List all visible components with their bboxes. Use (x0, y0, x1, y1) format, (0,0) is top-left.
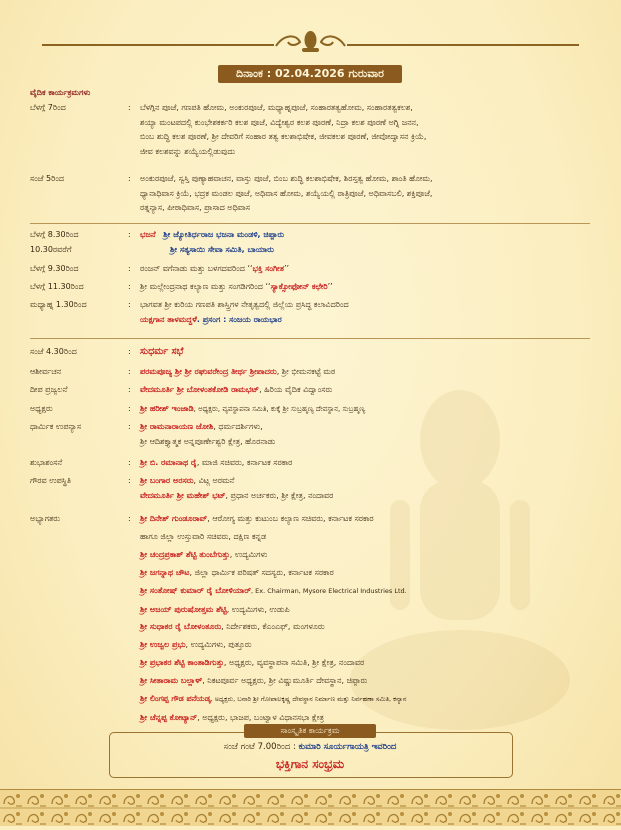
date-day: ಗುರುವಾರ (348, 67, 384, 80)
cultural-program-time: ಸಂಜೆ ಗಂಟೆ 7.00ರಿಂದ : ಕುಮಾರಿ ಸೂರ್ಯಗಾಯತ್ರಿ ಇವರಿಂದ (223, 742, 397, 752)
vedic-morning-desc: ಬೆಳಗ್ಗಿನ ಪೂಜೆ, ಗಣಪತಿ ಹೋಮ, ಅಂಕುರಪೂಜೆ, ಮಧ್ಯಾಹ್ನಪೂಜೆ, ಸಂಹಾರತತ್ವಹೋಮ, ಸಂಹಾರತತ್ವಕಲಶ, ಶಯ್ಯಾ ಮಂಟಪದಲ್ಲಿ ಕುಂಭೇಶಕರ್ಕರಿ ಕಲಶ ಪೂಜೆ, ವಿದ್ಯೇಶ್ವರ ಕಲಶ ಪೂರಣೆ, ನಿದ್ರಾ ಕಲಶ ಪೂರಣೆ ಅಗ್ನಿ ಜನನ, ಬಿಂಬ ಶುದ್ಧಿ ಕಲಶ ಪೂರಣೆ, ಶ್ರೀ ದೇವರಿಗೆ ಸಂಹಾರ ತತ್ವ ಕಲಶಾಭಿಷೇಕ, ಜೀವಕಲಶ ಪೂರಣೆ, ಜೀವೋದ್ವಾಸನ ಕ್ರಿಯೆ, ಜೀವ ಕಲಶವನ್ನು ಶಯ್ಯೆಯಲ್ಲಿಡುವುದು (140, 103, 427, 156)
guest-item: ಶ್ರೀ ಚೆನ್ನಪ್ಪ ಕೋಟ್ಯಾನ್, ಅಧ್ಯಕ್ಷರು, ಭಾಜಪ, ಬಂಟ್ವಾಳ ವಿಧಾನಸಭಾ ಕ್ಷೇತ್ರ (140, 712, 324, 722)
cultural-program-tab: ಸಾಂಸ್ಕೃತಿಕ ಕಾರ್ಯಕ್ರಮ (244, 724, 376, 738)
header-rule-right (347, 44, 579, 46)
guests-label: ಅಭ್ಯಾಗತರು (30, 514, 61, 523)
vedic-evening-time: ಸಂಜೆ 5ರಿಂದ (30, 174, 65, 183)
bhajan-label: ಭಜನೆ (140, 230, 156, 239)
guest-item: ಶ್ರೀ ದಿನೇಶ್ ಗುಂಡೂರಾವ್, ಆರೋಗ್ಯ ಮತ್ತು ಕುಟುಂಬ ಕಲ್ಯಾಣ ಸಚಿವರು, ಕರ್ನಾಟಕ ಸರಕಾರ (140, 514, 374, 523)
paisley-border-icon (0, 790, 621, 826)
guest-item: ಶ್ರೀ ಚಂದ್ರಪ್ರಕಾಶ್ ಶೆಟ್ಟಿ ತುಂಬೆಗುತ್ತು, ಉದ್ಯಮಿಗಳು (140, 549, 268, 559)
invitation-page: ದಿನಾಂಕ : 02.04.2026 ಗುರುವಾರ ವೈದಿಕ ಕಾರ್ಯಕ್ರಮಗಳು ಬೆಳಗ್ಗೆ 7ರಿಂದ : ಬೆಳಗ್ಗಿನ ಪೂಜೆ, ಗಣಪತಿ ಹೋಮ, ಅಂಕುರಪೂಜೆ, ಮಧ್ಯಾಹ್ನಪೂಜೆ, ಸಂಹಾರತತ್ವಹೋಮ, ಸಂಹಾರತತ್ವಕಲಶ, ಶಯ್ಯಾ ಮಂಟಪದಲ್ಲಿ ಕುಂಭೇಶಕರ್ಕರಿ ಕಲಶ ಪೂಜೆ, ವಿದ್ಯೇಶ್ವರ ಕಲಶ ಪೂರಣೆ, ನಿದ್ರಾ ಕಲಶ ಪೂರಣೆ ಅಗ್ನಿ ಜನನ, ಬಿಂಬ ಶುದ್ಧಿ ಕಲಶ ಪೂರಣೆ, ಶ್ರೀ ದೇವರಿಗೆ ಸಂಹಾರ ತತ್ವ ಕಲಶಾಭಿಷೇಕ, ಜೀವಕಲಶ ಪೂರಣೆ, ಜೀವೋದ್ವಾಸನ ಕ್ರಿಯೆ, ಜೀವ ಕಲಶವನ್ನು ಶಯ್ಯೆಯಲ್ಲಿಡುವುದು ಸಂಜೆ 5ರಿಂದ : ಅಂಕುರಪೂಜೆ, ಸ್ವಸ್ತಿ ಪುಣ್ಯಾಹವಾಚನ, ವಾಸ್ತು ಪೂಜೆ, ಬಿಂಬ ಶುದ್ಧಿ ಕಲಶಾಭಿಷೇಕ, ಶಿರಸ್ತತ್ವ ಹೋಮ, ಶಾಂತಿ ಹೋಮ, ಧ್ಯಾನಾಧಿವಾಸ ಕ್ರಿಯೆ, ಭದ್ರಕ ಮಂಡಲ ಪೂಜೆ, ಅಧಿವಾಸ ಹೋಮ, ಶಯ್ಯೆಯಲ್ಲಿ ರಾತ್ರಿಪೂಜೆ, ಅಧಿವಾಸಬಲಿ, ಶಕ್ತಿಪೂಜೆ, ರತ್ನನ್ಯಾಸ, ಪೀಠಾಧಿವಾಸ, ಪ್ರಾಸಾದ ಅಧಿವಾಸ ಬೆಳಗ್ಗೆ 8.30ರಿಂದ : ಭಜನೆ ಶ್ರೀ ಜ್ಯೋತಿರ್ಧರಾಜ ಭಜನಾ ಮಂಡಳಿ, ಚಿಪ್ಪಾರು 10.30ರವರೆಗೆ ಶ್ರೀ ಸತ್ಯಸಾಯಿ ಸೇವಾ ಸಮಿತಿ, ಬಾಯಾರು ಬೆಳಗ್ಗೆ 9.30ರಿಂದ : ರಂಜನ್ ವಗೆನಾಡು ಮತ್ತು ಬಳಗದವರಿಂದ ‘‘ಭಕ್ತಿ ಸಂಗೀತ’’ ಬೆಳಗ್ಗೆ 11.30ರಿಂದ : ಶ್ರೀ ಮಲ್ಲೇಂದ್ರನಾಥ ಕಲ್ಯಾಣ ಮತ್ತು ಸಂಗಡಿಗರಿಂದ ‘‘ಸ್ಯಾಕ್ಸೋಫೋನ್ ಕಛೇರಿ’’ ಮಧ್ಯಾಹ್ನ 1.30ರಿಂದ : ಭಾಗವತ ಶ್ರೀ ಕುರಿಯ ಗಣಪತಿ ಶಾಸ್ತ್ರಿಗಳ ನೇತೃತ್ವದಲ್ಲಿ ಜಿಲ್ಲೆಯ ಪ್ರಸಿದ್ಧ ಕಲಾವಿದರಿಂದ ಯಕ್ಷಗಾನ ತಾಳಮದ್ದಳೆ. ಪ್ರಸಂಗ : ಸಂಜಯ ರಾಯಭಾರ ಸಂಜೆ 4.30ರಿಂದ : ಸುಧರ್ಮ ಸಭೆ ಆಶೀರ್ವಚನ : ಪರಮಪೂಜ್ಯ ಶ್ರೀ ಶ್ರೀ ರಘುವರೇಂದ್ರ ತೀರ್ಥ ಶ್ರೀಪಾದರು, ಶ್ರೀ ಭೀಮನಕಟ್ಟೆ ಮಠ ದೀಪ ಪ್ರಜ್ವಲನೆ : ವೇದಮೂರ್ತಿ ಶ್ರೀ ಬೋಳಂತಕೋಡಿ ರಾಮಭಟ್, ಹಿರಿಯ ವೈದಿಕ ವಿದ್ವಾಂಸರು ಅಧ್ಯಕ್ಷರು : ಶ್ರೀ ಹರೀಶ್ ಇಂಜಾಡಿ, ಅಧ್ಯಕ್ಷರು, ವ್ಯವಸ್ಥಾಪನಾ ಸಮಿತಿ, ಕುಕ್ಕೆ ಶ್ರೀ ಸುಬ್ರಹ್ಮಣ್ಯ ದೇವಸ್ಥಾನ, ಸುಬ್ರಹ್ಮಣ್ಯ ಧಾರ್ಮಿಕ ಉಪನ್ಯಾಸ : ಶ್ರೀ ರಾಮನಾರಾಯಣ ಜೋಶಿ, ಧರ್ಮದರ್ಶಿಗಳು, ಶ್ರೀ ಆದಿಶಕ್ತ್ಯಾತ್ಮಕ ಅನ್ನಪೂರ್ಣೇಶ್ವರಿ ಕ್ಷೇತ್ರ, ಹೊರನಾಡು ಶುಭಾಶಂಸನೆ : ಶ್ರೀ ಬಿ. ರಮಾನಾಥ ರೈ, ಮಾಜಿ ಸಚಿವರು, ಕರ್ನಾಟಕ ಸರಕಾರ ಗೌರವ ಉಪಸ್ಥಿತಿ : ಶ್ರೀ ಬಂಗಾರ ಅರಸರು, ವಿಟ್ಲ ಅರಮನೆ ವೇದಮೂರ್ತಿ ಶ್ರೀ ಮಹೇಶ್ ಭಟ್, ಪ್ರಧಾನ ಅರ್ಚಕರು, ಶ್ರೀ ಕ್ಷೇತ್ರ, ನಂದಾವರ ಅಭ್ಯಾಗತರು : ಶ್ರೀ ದಿನೇಶ್ ಗುಂಡೂರಾವ್, ಆರೋಗ್ಯ ಮತ್ತು ಕುಟುಂಬ ಕಲ್ಯಾಣ ಸಚಿವರು, ಕರ್ನಾಟಕ ಸರಕಾರ ಹಾಗೂ ಜಿಲ್ಲಾ ಉಸ್ತುವಾರಿ ಸಚಿವರು, ದಕ್ಷಿಣ ಕನ್ನಡ ಶ್ರೀ ಚಂದ್ರಪ್ರಕಾಶ್ ಶೆಟ್ಟಿ ತುಂಬೆಗುತ್ತು, ಉದ್ಯಮಿಗಳು ಶ್ರೀ ಜಗನ್ನಾಥ ಚೌಟ, ಜಿಲ್ಲಾ ಧಾರ್ಮಿಕ ಪರಿಷತ್ ಸದಸ್ಯರು, ಕರ್ನಾಟಕ ಸರಕಾರ ಶ್ರೀ ಸಂತೋಷ್ ಕುಮಾರ್ ರೈ ಬೋಳಿಯಾರ್, Ex. Chairman, Mysore Electrical Industries Ltd. ಶ್ರೀ ಅಜಯ್ ಪುರುಷೋತ್ತಮ ಶೆಟ್ಟಿ, ಉದ್ಯಮಿಗಳು, ಉಡುಪಿ ಶ್ರೀ ಸುಧಾಕರ ರೈ ಬೋಳಂತೂರು, ನಿರ್ದೇಶಕರು, ಕೆಎಂಎಫ್, ಮಂಗಳೂರು ಶ್ರೀ ಉಜ್ವಲ ಪ್ರಭು, ಉದ್ಯಮಿಗಳು, ಪುತ್ತೂರು ಶ್ರೀ ಪ್ರಭಾಕರ ಶೆಟ್ಟಿ ಕಾಂತಾಡಿಗುತ್ತು, ಅಧ್ಯಕ್ಷರು, ವ್ಯವಸ್ಥಾಪನಾ ಸಮಿತಿ, ಶ್ರೀ ಕ್ಷೇತ್ರ, ನಂದಾವರ ಶ್ರೀ ಸೀತಾರಾಮ ಬಲ್ಲಾಳ್, ನಿಕಟಪೂರ್ವ ಅಧ್ಯಕ್ಷರು, ಶ್ರೀ ವಿಷ್ಣುಮೂರ್ತಿ ದೇವಸ್ಥಾನ, ಚಿಪ್ಪಾರು ಶ್ರೀ ಲಿಂಗಪ್ಪ ಗೌಡ ಪನೆಯಡ್ಕ, ಅಧ್ಯಕ್ಷರು, ಬನಾರಿ ಶ್ರೀ ಗೋಪಾಲಕೃಷ್ಣ ದೇವಸ್ಥಾನ ನಿರ್ಮಾಣ ಮತ್ತು ನಿರ್ವಹಣಾ ಸಮಿತಿ, ಕನ್ಯಾನ ಶ್ರೀ ಚೆನ್ನಪ್ಪ ಕೋಟ್ಯಾನ್, ಅಧ್ಯಕ್ಷರು, ಭಾಜಪ, ಬಂಟ್ವಾಳ ವಿಧಾನಸಭಾ ಕ್ಷೇತ್ರ ಸಾಂಸ್ಕೃತಿಕ ಕಾರ್ಯಕ್ರಮ ಸಂಜೆ ಗಂಟೆ 7.00ರಿಂದ : ಕುಮಾರಿ ಸೂರ್ಯಗಾಯತ್ರಿ ಇವರಿಂದ ಭಕ್ತಿಗಾನ ಸಂಭ್ರಮ (0, 0, 621, 825)
date-banner (218, 65, 402, 83)
vedic-section-title: ವೈದಿಕ ಕಾರ್ಯಕ್ರಮಗಳು (30, 88, 91, 97)
decorative-border (0, 789, 621, 826)
guest-item: ಶ್ರೀ ಉಜ್ವಲ ಪ್ರಭು, ಉದ್ಯಮಿಗಳು, ಪುತ್ತೂರು (140, 640, 252, 650)
sabha-title: ಸುಧರ್ಮ ಸಭೆ (140, 346, 184, 357)
guest-item: ಶ್ರೀ ಸುಧಾಕರ ರೈ ಬೋಳಂತೂರು, ನಿರ್ದೇಶಕರು, ಕೆಎಂಎಫ್, ಮಂಗಳೂರು (140, 622, 325, 632)
vedic-evening-desc: ಅಂಕುರಪೂಜೆ, ಸ್ವಸ್ತಿ ಪುಣ್ಯಾಹವಾಚನ, ವಾಸ್ತು ಪೂಜೆ, ಬಿಂಬ ಶುದ್ಧಿ ಕಲಶಾಭಿಷೇಕ, ಶಿರಸ್ತತ್ವ ಹೋಮ, ಶಾಂತಿ ಹೋಮ, ಧ್ಯಾನಾಧಿವಾಸ ಕ್ರಿಯೆ, ಭದ್ರಕ ಮಂಡಲ ಪೂಜೆ, ಅಧಿವಾಸ ಹೋಮ, ಶಯ್ಯೆಯಲ್ಲಿ ರಾತ್ರಿಪೂಜೆ, ಅಧಿವಾಸಬಲಿ, ಶಕ್ತಿಪೂಜೆ, ರತ್ನನ್ಯಾಸ, ಪೀಠಾಧಿವಾಸ, ಪ್ರಾಸಾದ ಅಧಿವಾಸ (140, 174, 433, 212)
lamp-ornament-icon (274, 28, 347, 54)
guest-item: ಶ್ರೀ ಲಿಂಗಪ್ಪ ಗೌಡ ಪನೆಯಡ್ಕ, ಅಧ್ಯಕ್ಷರು, ಬನಾರಿ ಶ್ರೀ ಗೋಪಾಲಕೃಷ್ಣ ದೇವಸ್ಥಾನ ನಿರ್ಮಾಣ ಮತ್ತು ನಿರ್ವಹಣಾ ಸಮಿತಿ, ಕನ್ಯಾನ (140, 694, 407, 704)
bhajan-troupe: ಶ್ರೀ ಜ್ಯೋತಿರ್ಧರಾಜ ಭಜನಾ ಮಂಡಳಿ, ಚಿಪ್ಪಾರು (163, 230, 285, 239)
header-rule-left (42, 44, 274, 46)
guest-item: ಹಾಗೂ ಜಿಲ್ಲಾ ಉಸ್ತುವಾರಿ ಸಚಿವರು, ದಕ್ಷಿಣ ಕನ್ನಡ (140, 531, 267, 541)
divider (30, 338, 590, 339)
guest-item: ಶ್ರೀ ಸಂತೋಷ್ ಕುಮಾರ್ ರೈ ಬೋಳಿಯಾರ್, Ex. Chairman, Mysore Electrical Industries Ltd. (140, 585, 407, 595)
vedic-morning-time: ಬೆಳಗ್ಗೆ 7ರಿಂದ (30, 103, 66, 112)
guest-item: ಶ್ರೀ ಅಜಯ್ ಪುರುಷೋತ್ತಮ ಶೆಟ್ಟಿ, ಉದ್ಯಮಿಗಳು, ಉಡುಪಿ (140, 604, 290, 614)
guest-item: ಶ್ರೀ ಪ್ರಭಾಕರ ಶೆಟ್ಟಿ ಕಾಂತಾಡಿಗುತ್ತು, ಅಧ್ಯಕ್ಷರು, ವ್ಯವಸ್ಥಾಪನಾ ಸಮಿತಿ, ಶ್ರೀ ಕ್ಷೇತ್ರ, ನಂದಾವರ (140, 658, 365, 668)
guest-item: ಶ್ರೀ ಜಗನ್ನಾಥ ಚೌಟ, ಜಿಲ್ಲಾ ಧಾರ್ಮಿಕ ಪರಿಷತ್ ಸದಸ್ಯರು, ಕರ್ನಾಟಕ ಸರಕಾರ (140, 567, 334, 577)
date-label: ದಿನಾಂಕ : 02.04.2026 (236, 67, 345, 80)
cultural-program-title: ಭಕ್ತಿಗಾನ ಸಂಭ್ರಮ (275, 757, 345, 771)
guest-item: ಶ್ರೀ ಸೀತಾರಾಮ ಬಲ್ಲಾಳ್, ನಿಕಟಪೂರ್ವ ಅಧ್ಯಕ್ಷರು, ಶ್ರೀ ವಿಷ್ಣುಮೂರ್ತಿ ದೇವಸ್ಥಾನ, ಚಿಪ್ಪಾರು (140, 676, 368, 686)
divider (30, 223, 590, 224)
bhajan-troupe-2: ಶ್ರೀ ಸತ್ಯಸಾಯಿ ಸೇವಾ ಸಮಿತಿ, ಬಾಯಾರು (170, 245, 274, 254)
